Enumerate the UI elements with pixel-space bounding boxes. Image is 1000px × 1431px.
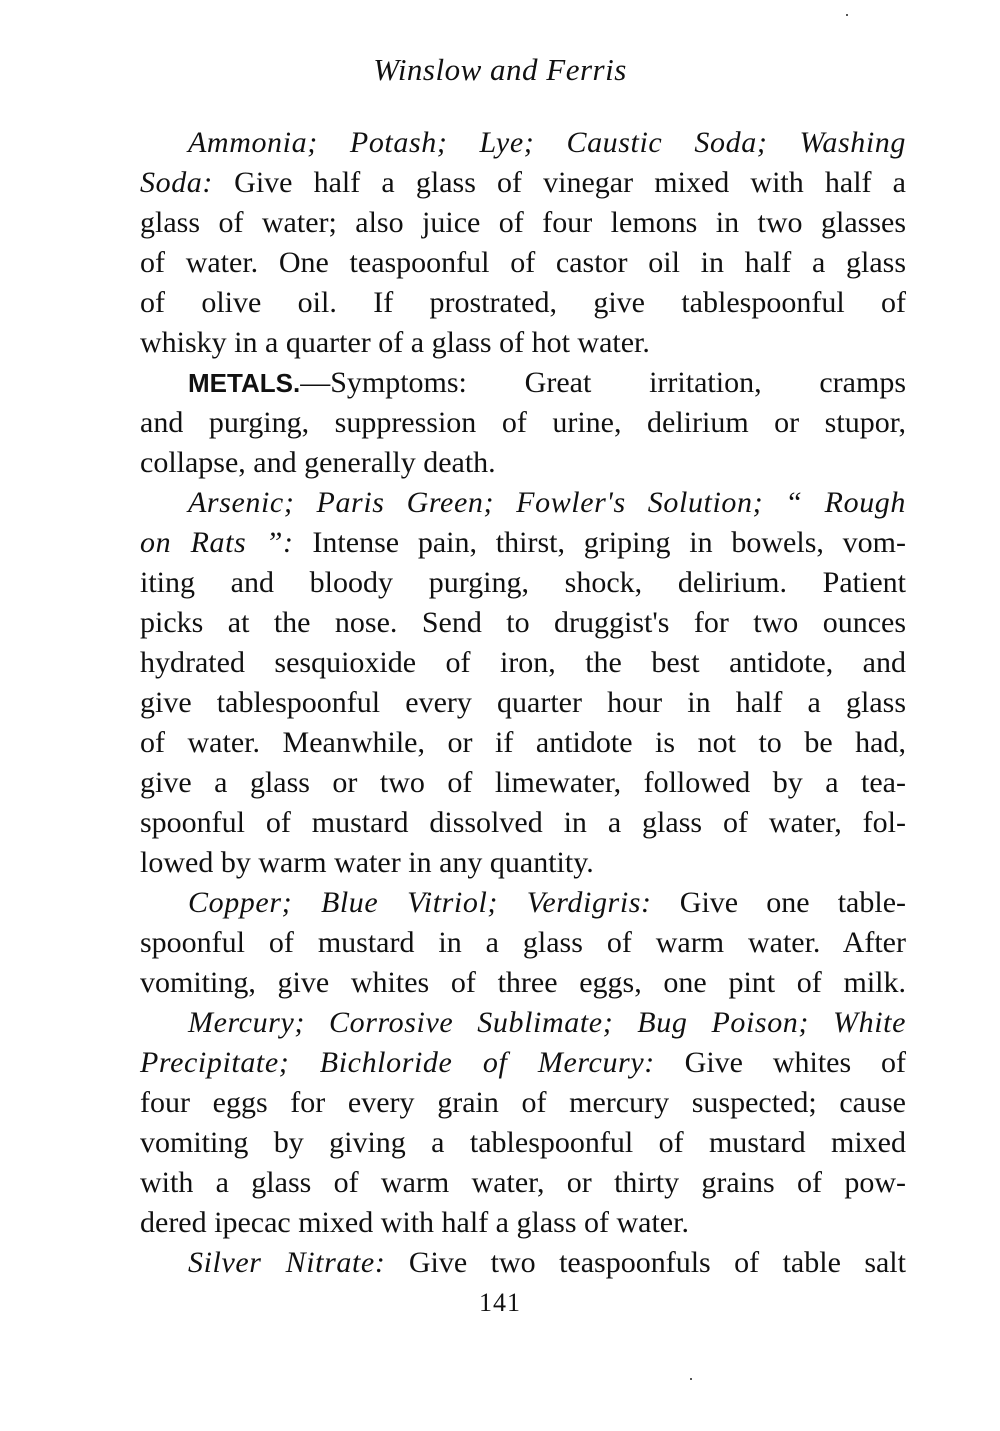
text-line bbox=[140, 123, 906, 163]
body-text: four eggs for every grain of mercury suspected; cause bbox=[140, 1086, 906, 1119]
italic-term: Precipitate; Bichloride of Mercury: bbox=[140, 1046, 655, 1079]
text-line bbox=[140, 1043, 906, 1083]
body-text: give a glass or two of limewater, followed by a tea- bbox=[140, 766, 906, 799]
body-text: spoonful of mustard in a glass of warm water. After bbox=[140, 926, 906, 959]
text-line bbox=[140, 403, 906, 443]
page-number: 141 bbox=[479, 1288, 521, 1317]
text-line bbox=[140, 883, 906, 923]
body-text: iting and bloody purging, shock, delirium. Patient bbox=[140, 566, 906, 599]
body-text: spoonful of mustard dissolved in a glass of water, fol- bbox=[140, 806, 906, 839]
body-text: whisky in a quarter of a glass of hot water. bbox=[140, 326, 650, 359]
body-text: dered ipecac mixed with half a glass of water. bbox=[140, 1206, 689, 1239]
text-line bbox=[140, 1163, 906, 1203]
text-line bbox=[140, 723, 906, 763]
running-header: Winslow and Ferris bbox=[373, 52, 627, 87]
text-line bbox=[140, 603, 906, 643]
text-line bbox=[140, 243, 906, 283]
body-text: with a glass of warm water, or thirty grains of pow- bbox=[140, 1166, 906, 1199]
bold-heading: METALS. bbox=[188, 368, 301, 398]
text-line bbox=[140, 1003, 906, 1043]
italic-term: Copper; Blue Vitriol; Verdigris: bbox=[188, 886, 652, 919]
italic-term: Ammonia; Potash; Lye; Caustic Soda; Washing bbox=[188, 126, 906, 159]
body-text: Give one table- bbox=[651, 886, 907, 919]
text-line bbox=[140, 443, 906, 483]
text-line bbox=[140, 523, 906, 563]
italic-term: Silver Nitrate: bbox=[188, 1246, 386, 1279]
body-text: vomiting, give whites of three eggs, one pint of milk. bbox=[140, 966, 906, 999]
text-line bbox=[140, 643, 906, 683]
text-line bbox=[140, 963, 906, 1003]
body-text: of water. Meanwhile, or if antidote is not to be had, bbox=[140, 726, 906, 759]
text-line bbox=[140, 323, 906, 363]
body-text: and purging, suppression of urine, delirium or stupor, bbox=[140, 406, 906, 439]
body-text: Give whites of bbox=[654, 1046, 906, 1079]
body-text: collapse, and generally death. bbox=[140, 446, 496, 479]
text-line bbox=[140, 1243, 906, 1283]
text-line bbox=[140, 923, 906, 963]
text-line bbox=[140, 683, 906, 723]
italic-term: on Rats ”: bbox=[140, 526, 294, 559]
body-text: —Symptoms: Great irritation, cramps bbox=[300, 366, 906, 399]
text-line bbox=[140, 1123, 906, 1163]
text-line bbox=[140, 483, 906, 523]
body-text: of water. One teaspoonful of castor oil in half a glass bbox=[140, 246, 906, 279]
body-text: glass of water; also juice of four lemons in two glasses bbox=[140, 206, 906, 239]
body-text: Give half a glass of vinegar mixed with half a bbox=[213, 166, 906, 199]
body-text: give tablespoonful every quarter hour in half a glass bbox=[140, 686, 906, 719]
text-line bbox=[140, 763, 906, 803]
body-text: of olive oil. If prostrated, give tablespoonful of bbox=[140, 286, 906, 319]
italic-term: Arsenic; Paris Green; Fowler's Solution; “ Rough bbox=[188, 486, 906, 519]
body-text: vomiting by giving a tablespoonful of mustard mixed bbox=[140, 1126, 906, 1159]
text-line bbox=[140, 163, 906, 203]
body-text: hydrated sesquioxide of iron, the best antidote, and bbox=[140, 646, 906, 679]
text-line bbox=[140, 803, 906, 843]
text-line bbox=[140, 1203, 906, 1243]
text-line bbox=[140, 843, 906, 883]
body-text: Give two teaspoonfuls of table salt bbox=[385, 1246, 906, 1279]
text-line bbox=[140, 563, 906, 603]
scan-speck bbox=[690, 1378, 692, 1380]
scan-speck bbox=[846, 14, 848, 16]
body-text: Intense pain, thirst, griping in bowels, vom- bbox=[293, 526, 907, 559]
text-line bbox=[140, 203, 906, 243]
text-line bbox=[140, 283, 906, 323]
body-text: picks at the nose. Send to druggist's for two ounces bbox=[140, 606, 906, 639]
body-text: lowed by warm water in any quantity. bbox=[140, 846, 594, 879]
italic-term: Mercury; Corrosive Sublimate; Bug Poison; White bbox=[188, 1006, 906, 1039]
text-line bbox=[140, 1083, 906, 1123]
page-body-text bbox=[140, 123, 906, 1283]
text-line bbox=[140, 363, 906, 403]
italic-term: Soda: bbox=[140, 166, 213, 199]
